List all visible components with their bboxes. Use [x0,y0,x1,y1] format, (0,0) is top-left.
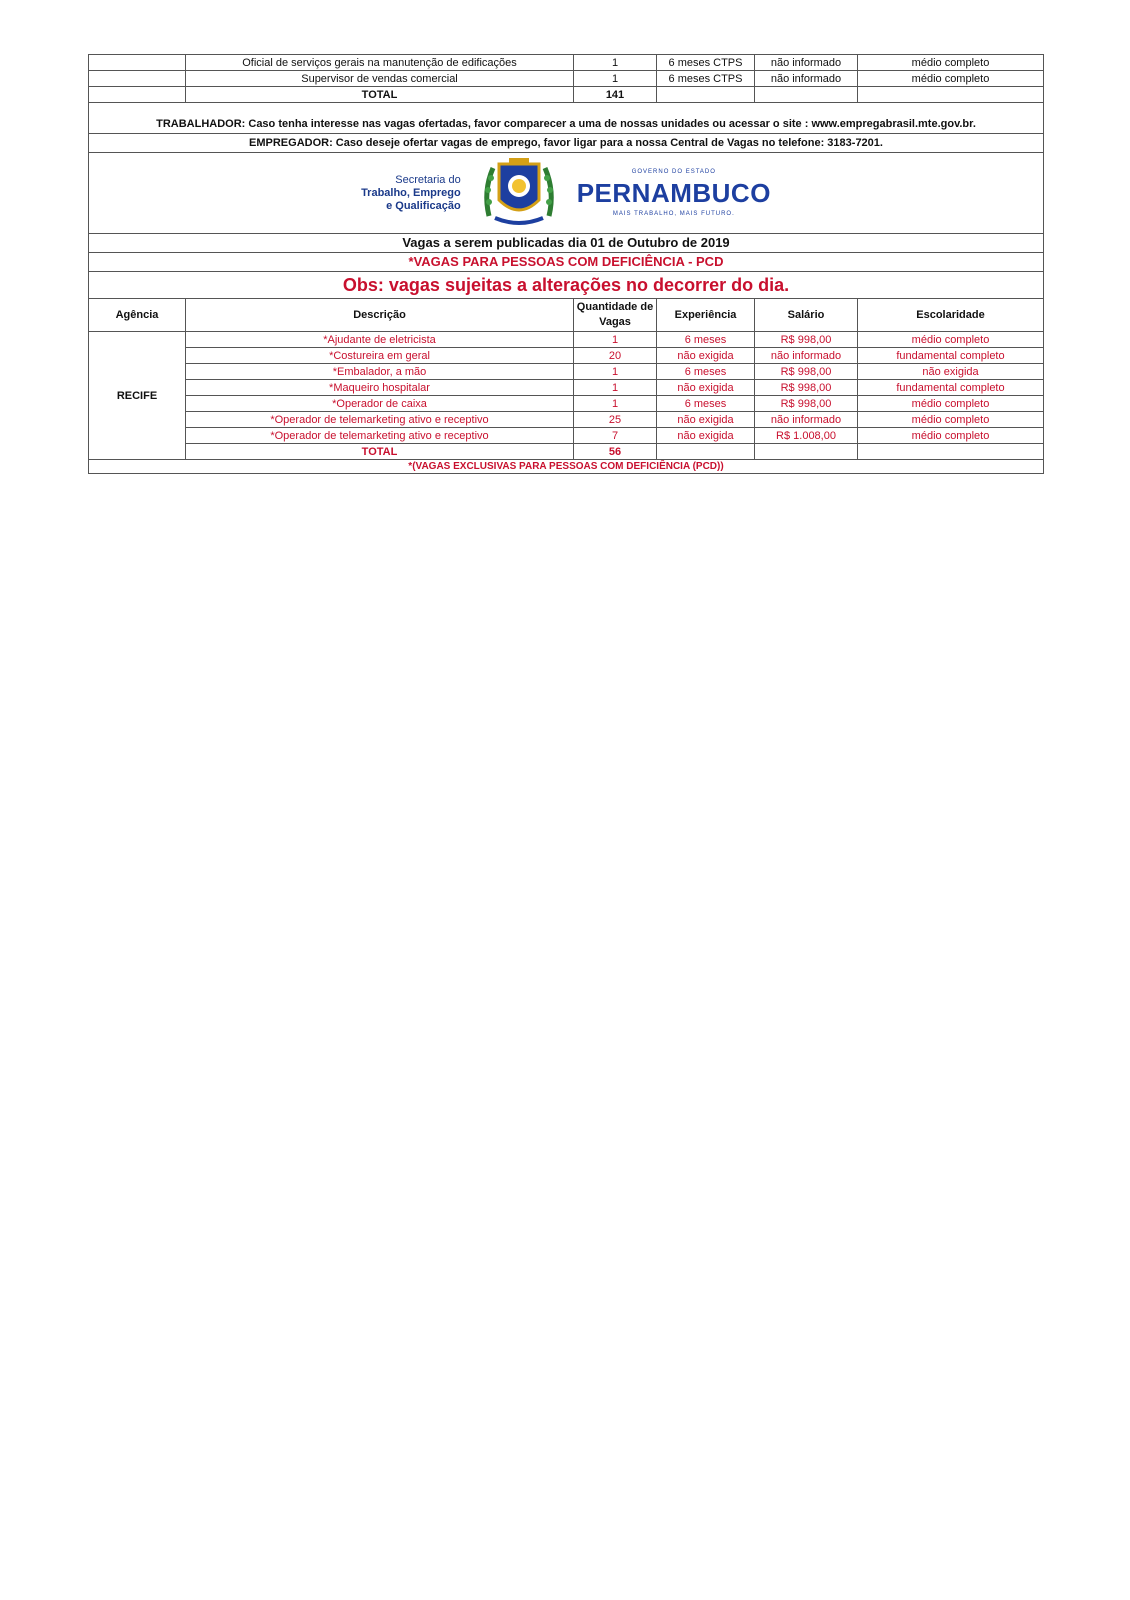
title-row [89,234,1044,253]
pcd-heading: *VAGAS PARA PESSOAS COM DEFICIÊNCIA - PCD [89,253,1044,272]
vagas-table [88,54,1044,474]
trabalhador-note: TRABALHADOR: Caso tenha interesse nas vagas ofertadas, favor comparecer a uma de nossas unidades ou acessar o site : www.empregabrasil.mte.gov.br. [89,115,1044,134]
experiencia-cell: não exigida [657,348,755,364]
col-descricao: Descrição [186,299,574,332]
qtd-cell: 1 [574,71,657,87]
secretaria-line1: Secretaria do [395,173,461,186]
col-salario: Salário [755,299,858,332]
obs-row [89,272,1044,299]
total-label: TOTAL [186,87,574,103]
escolaridade-cell: médio completo [858,332,1044,348]
agencia-cell [89,55,186,71]
salario-cell: R$ 998,00 [755,396,858,412]
total-row [89,444,1044,460]
slogan-label: MAIS TRABALHO, MAIS FUTURO. [612,211,735,217]
table-row [89,364,1044,380]
pernambuco-crest-icon [479,156,559,230]
col-quantidade: Quantidade de Vagas [574,299,657,332]
info-row-trabalhador [89,115,1044,134]
table-row [89,348,1044,364]
table-row [89,396,1044,412]
escolaridade-cell: não exigida [858,364,1044,380]
descricao-cell: *Operador de telemarketing ativo e receptivo [186,428,574,444]
logo-row [89,153,1044,234]
escolaridade-cell: médio completo [858,428,1044,444]
table-row [89,332,1044,348]
salario-cell: R$ 1.008,00 [755,428,858,444]
agencia-recife: RECIFE [89,332,186,460]
table-row [89,55,1044,71]
table-row [89,71,1044,87]
experiencia-cell: 6 meses [657,396,755,412]
experiencia-cell: não exigida [657,428,755,444]
total-value: 56 [574,444,657,460]
secretaria-line3: e Qualificação [386,199,461,212]
experiencia-cell: não exigida [657,412,755,428]
info-row-empregador [89,134,1044,153]
experiencia-cell: 6 meses CTPS [657,55,755,71]
qtd-cell: 25 [574,412,657,428]
descricao-cell: *Operador de telemarketing ativo e receptivo [186,412,574,428]
obs-note: Obs: vagas sujeitas a alterações no decorrer do dia. [89,272,1044,299]
col-escolaridade: Escolaridade [858,299,1044,332]
descricao-cell: *Embalador, a mão [186,364,574,380]
total-row [89,87,1044,103]
escolaridade-cell: fundamental completo [858,348,1044,364]
experiencia-cell: 6 meses [657,364,755,380]
qtd-cell: 1 [574,55,657,71]
col-agencia: Agência [89,299,186,332]
descricao-cell: Oficial de serviços gerais na manutenção de edificações [186,55,574,71]
descricao-cell: *Ajudante de eletricista [186,332,574,348]
qtd-cell: 1 [574,332,657,348]
governo-pernambuco-logo [577,165,771,221]
escolaridade-cell: médio completo [858,396,1044,412]
escolaridade-cell: médio completo [858,412,1044,428]
escolaridade-cell: médio completo [858,71,1044,87]
qtd-cell: 1 [574,396,657,412]
experiencia-cell: 6 meses [657,332,755,348]
qtd-cell: 1 [574,364,657,380]
qtd-cell: 7 [574,428,657,444]
pcd-footer-note: *(VAGAS EXCLUSIVAS PARA PESSOAS COM DEFICIÊNCIA (PCD)) [89,460,1044,474]
secretaria-line2: Trabalho, Emprego [361,186,461,199]
experiencia-cell: não exigida [657,380,755,396]
descricao-cell: *Maqueiro hospitalar [186,380,574,396]
header-row [89,299,1044,332]
qtd-cell: 20 [574,348,657,364]
salario-cell: não informado [755,412,858,428]
salario-cell: não informado [755,55,858,71]
table-row [89,380,1044,396]
total-label: TOTAL [186,444,574,460]
table-row [89,428,1044,444]
salario-cell: não informado [755,71,858,87]
experiencia-cell: 6 meses CTPS [657,71,755,87]
secretaria-logo [361,174,461,213]
estado-label: PERNAMBUCO [576,178,771,208]
empregador-note: EMPREGADOR: Caso deseje ofertar vagas de emprego, favor ligar para a nossa Central de Vagas no telefone: 3183-7201. [89,134,1044,153]
salario-cell: R$ 998,00 [755,332,858,348]
col-experiencia: Experiência [657,299,755,332]
agencia-cell [89,71,186,87]
footer-row [89,460,1044,474]
governo-label: GOVERNO DO ESTADO [631,169,716,175]
descricao-cell: Supervisor de vendas comercial [186,71,574,87]
pcd-heading-row [89,253,1044,272]
salario-cell: não informado [755,348,858,364]
descricao-cell: *Operador de caixa [186,396,574,412]
escolaridade-cell: fundamental completo [858,380,1044,396]
page-title: Vagas a serem publicadas dia 01 de Outubro de 2019 [89,234,1044,253]
salario-cell: R$ 998,00 [755,364,858,380]
logo-banner [91,153,1041,233]
descricao-cell: *Costureira em geral [186,348,574,364]
qtd-cell: 1 [574,380,657,396]
table-row [89,412,1044,428]
spacer-row [89,103,1044,116]
escolaridade-cell: médio completo [858,55,1044,71]
salario-cell: R$ 998,00 [755,380,858,396]
spreadsheet-page [88,54,1043,474]
total-value: 141 [574,87,657,103]
